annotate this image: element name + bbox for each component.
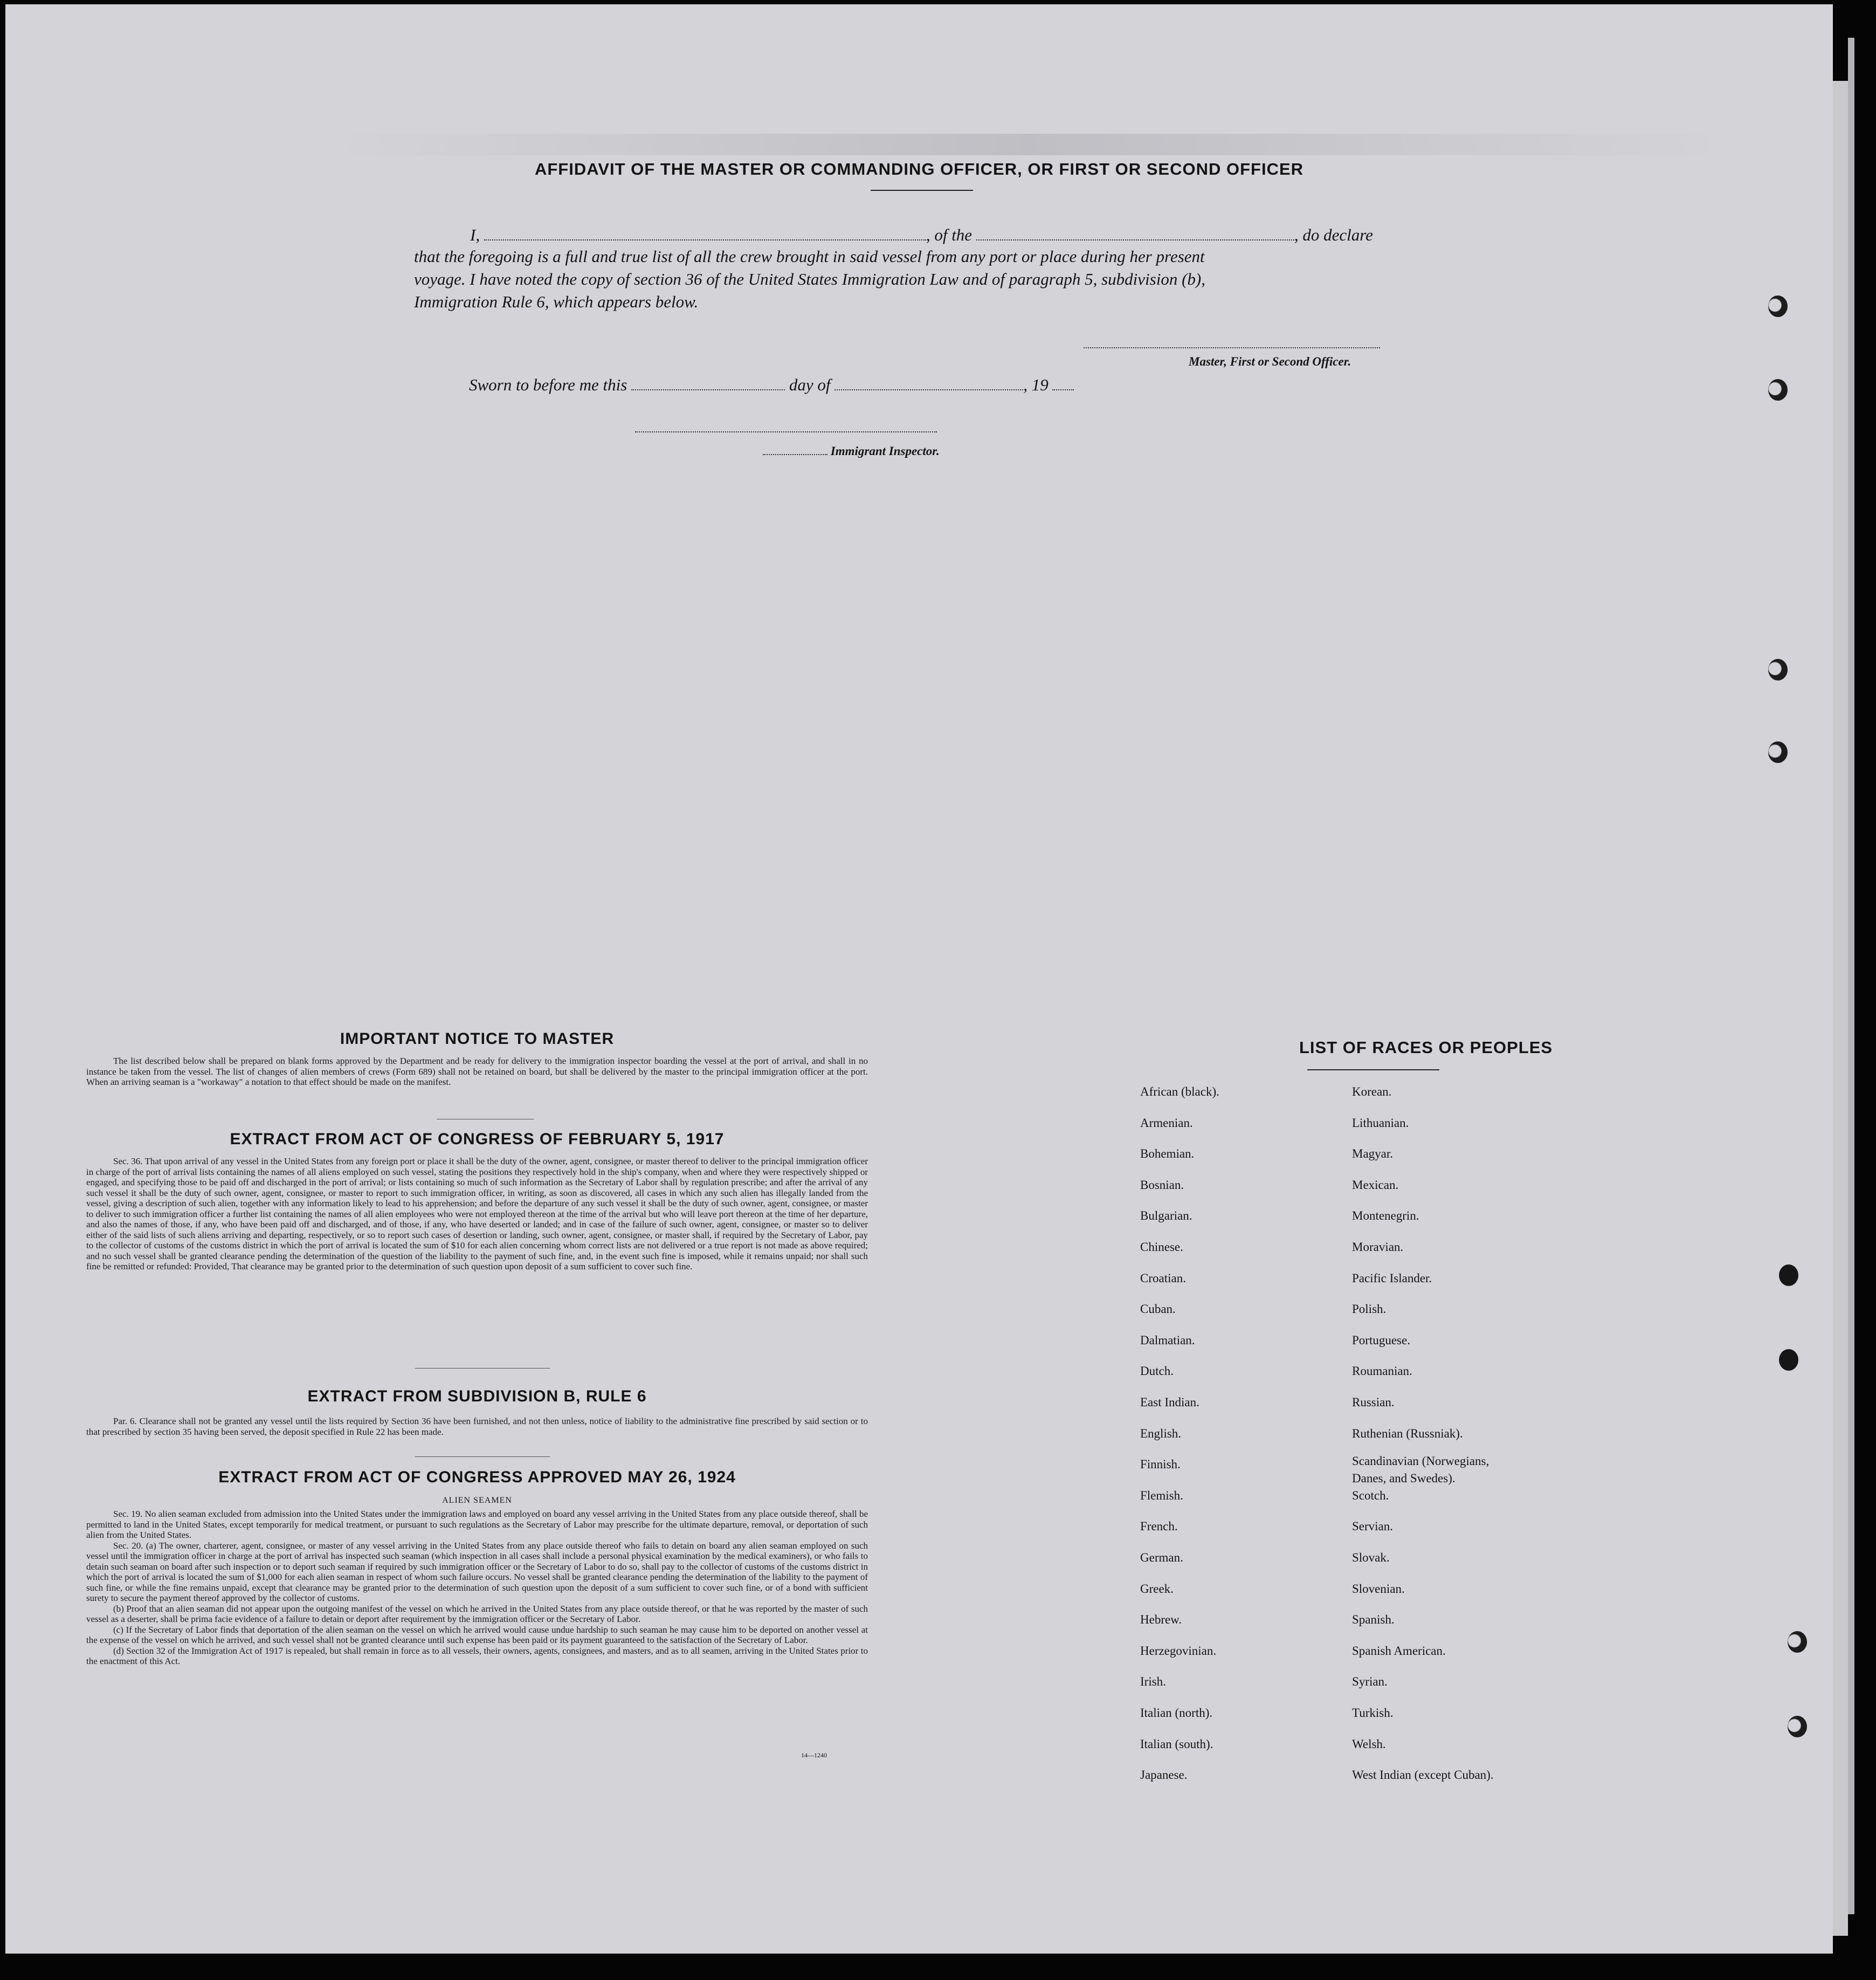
extract-1917-divider [415, 1368, 550, 1369]
race-item: Spanish. [1352, 1613, 1395, 1626]
subdiv-b-title: EXTRACT FROM SUBDIVISION B, RULE 6 [307, 1387, 647, 1405]
race-item: Dutch. [1140, 1364, 1174, 1378]
notice-title: IMPORTANT NOTICE TO MASTER [340, 1030, 615, 1048]
affidavit-line-2: that the foregoing is a full and true list of all the crew brought in said vessel from any port or place during her present [414, 247, 1205, 266]
extract-1917-text: Sec. 36. That upon arrival of any vessel in the United States from any foreign port or place it shall be the duty of the owner, agent, consignee, or master thereof to deliver to the principal immigration officer in charge of the port of arrival lists containing the names of all aliens employed on such vessel, stating the positions they respectively hold in the ship's company, when and where they were respectively shipped or engaged, and specifying those to be paid off and discharged in the port of arrival; or lists containing so much of such information as the Secretary of Labor shall by regulation prescribe; and after the arrival of any such vessel it shall be the duty of such owner, agent, consignee, or master to report to such immigration officer, in writing, as soon as discovered, all cases in which any such alien has illegally landed from the vessel, giving a description of such alien, together with any information likely to lead to his apprehension; and before the departure of any such vessel it shall be the duty of such owner, agent, consignee, or master to deliver to such immigration officer a further list containing the names of all alien employees who were not employed thereon at the time of the arrival but who will leave port thereon at the time of her departure, and also the names of those, if any, who have been paid off and discharged, and of those, if any, who have deserted or landed; and in case of the failure of such owner, agent, consignee, or master so to deliver either of the said lists of such aliens arriving and departing, respectively, or so to report such cases of desertion or landing, such owner, agent, consignee, or master shall, if required by the Secretary of Labor, pay to the collector of customs of the customs district in which the port of arrival is located the sum of $10 for each alien concerning whom correct lists are not delivered or a true report is not made as above required; and no such vessel shall be granted clearance pending the determination of the question of the liability to the payment of such fine, and, in the event such fine is imposed, while it remains unpaid; nor shall such fine be remitted or refunded: Provided, That clearance may be granted prior to the determination of such question upon deposit of a sum sufficient to cover such fine. [86, 1156, 868, 1271]
inspector-label: Immigrant Inspector. [830, 444, 940, 458]
sworn-line [469, 375, 1074, 395]
race-item: Syrian. [1352, 1675, 1388, 1688]
subdiv-b-divider [415, 1456, 550, 1457]
inspector-label-line [763, 444, 940, 458]
race-item: Greek. [1140, 1582, 1174, 1596]
page-edge-shadow [1848, 38, 1854, 1914]
race-item: French. [1140, 1520, 1178, 1533]
master-label: Master, First or Second Officer. [1189, 355, 1351, 368]
title-divider [871, 190, 973, 191]
subdiv-b-text: Par. 6. Clearance shall not be granted any vessel until the lists required by Section 36 have been furnished, and not then unless, notice of liability to the administrative fine prescribed by said section or to that prescribed by section 35 having been served, the deposit specified in Rule 22 has been made. [86, 1416, 868, 1437]
race-item: Slovak. [1352, 1551, 1390, 1564]
binder-hole [1768, 741, 1788, 763]
extract-1924-sec20a: Sec. 20. (a) The owner, charterer, agent, consignee, or master of any vessel arriving in the United States from any place outside thereof who fails to detain on board any alien seaman employed on such vessel until the immigration officer in charge at the port of arrival has inspected such seaman (which inspection in all cases shall include a personal physical examination by the medical examiners), or who fails to detain such seaman on board after such inspection or to deport such seaman if required by such immigration officer or the Secretary of Labor to do so, shall pay to the collector of customs of the customs district in which the port of arrival is located the sum of $1,000 for each alien seaman in respect of whom such failure occurs. No vessel shall be granted clearance pending the determination of the liability to the payment of such fine, or while the fine remains unpaid, except that clearance may be granted prior to the determination of such question upon the deposit of a sum sufficient to cover such fine, or of a bond with sufficient surety to secure the payment thereof approved by the collector of customs. [86, 1540, 868, 1603]
affidavit-of-the: , of the [926, 225, 973, 244]
extract-1924-sec20d: (d) Section 32 of the Immigration Act of 1917 is repealed, but shall remain in force as to all vessels, their owners, agents, consignees, and masters, and as to all seamen, arriving in the United States prior to the enactment of this Act. [86, 1645, 868, 1666]
race-item: Magyar. [1352, 1147, 1394, 1160]
race-item: Cuban. [1140, 1302, 1176, 1316]
extract-1924-sec19: Sec. 19. No alien seaman excluded from admission into the United States under the immigration laws and employed on board any vessel arriving in the United States from any place outside thereof, shall be permitted to land in the United States, except temporarily for medical treatment, or pursuant to such regulations as the Secretary of Labor may prescribe for the ultimate departure, removal, or deportation of such alien from the United States. [86, 1509, 868, 1540]
race-item: Italian (north). [1140, 1706, 1213, 1720]
race-item: Welsh. [1352, 1737, 1386, 1751]
race-item: German. [1140, 1551, 1183, 1564]
sworn-text: Sworn to before me this [469, 375, 627, 394]
binder-hole [1768, 379, 1788, 401]
race-item: Scotch. [1352, 1489, 1389, 1502]
binder-hole [1788, 1716, 1807, 1737]
race-item: Finnish. [1140, 1458, 1181, 1471]
affidavit-line-1 [470, 225, 1373, 245]
race-item: East Indian. [1140, 1395, 1199, 1409]
race-item: Armenian. [1140, 1116, 1193, 1130]
race-item: Russian. [1352, 1395, 1395, 1409]
race-item: Hebrew. [1140, 1613, 1182, 1626]
race-item: Roumanian. [1352, 1364, 1412, 1378]
race-item: Croatian. [1140, 1271, 1186, 1285]
race-item: Servian. [1352, 1520, 1394, 1533]
race-item: Moravian. [1352, 1240, 1404, 1254]
race-item: African (black). [1140, 1085, 1219, 1098]
race-item: Korean. [1352, 1085, 1392, 1098]
extract-1924-sec20c: (c) If the Secretary of Labor finds that deportation of the alien seaman on the vessel on which he arrived would cause undue hardship to such seaman he may cause him to be deported on another vessel at the expense of the vessel on which he arrived, and such vessel shall not be granted clearance until such expense has been paid or its payment guaranteed to the satisfaction of the Secretary of Labor. [86, 1624, 868, 1645]
race-item: Chinese. [1140, 1240, 1183, 1254]
sworn-month-field[interactable] [834, 389, 1023, 390]
sworn-year-field[interactable] [1052, 389, 1074, 390]
race-item: Bulgarian. [1140, 1209, 1192, 1222]
race-item: Slovenian. [1352, 1582, 1405, 1596]
bleed-through-text [329, 134, 1730, 155]
race-item: Montenegrin. [1352, 1209, 1419, 1222]
affidavit-do-declare: , do declare [1294, 225, 1373, 244]
affidavit-line-3: voyage. I have noted the copy of section 36 of the United States Immigration Law and of paragraph 5, subdivision (b), [414, 270, 1205, 288]
races-title: LIST OF RACES OR PEOPLES [1299, 1038, 1553, 1057]
page-edge [1833, 81, 1848, 1936]
race-item: Polish. [1352, 1302, 1387, 1316]
extract-1924-sec20b: (b) Proof that an alien seaman did not appear upon the outgoing manifest of the vessel on which he arrived in the United States from any place outside thereof, or that he was reported by the master of such vessel as a deserter, shall be prima facie evidence of a failure to detain or deport after requirement by the immigration officer or the Secretary of Labor. [86, 1603, 868, 1624]
race-item: Flemish. [1140, 1489, 1183, 1502]
race-item: Japanese. [1140, 1768, 1188, 1782]
binder-hole [1788, 1631, 1807, 1653]
binder-hole [1768, 659, 1788, 680]
race-item: Lithuanian. [1352, 1116, 1409, 1130]
master-signature-line[interactable] [1084, 347, 1380, 348]
binder-hole [1768, 295, 1788, 317]
race-item: Bohemian. [1140, 1147, 1195, 1160]
race-item: Mexican. [1352, 1178, 1399, 1192]
race-item: West Indian (except Cuban). [1352, 1768, 1494, 1782]
race-item: Irish. [1140, 1675, 1166, 1688]
race-item: Danes, and Swedes). [1352, 1472, 1456, 1485]
affidavit-line-4: Immigration Rule 6, which appears below. [414, 292, 699, 311]
binder-hole [1779, 1349, 1798, 1371]
race-item: Bosnian. [1140, 1178, 1184, 1192]
race-item: Pacific Islander. [1352, 1271, 1432, 1285]
inspector-signature-line[interactable] [635, 431, 937, 432]
affidavit-title: AFFIDAVIT OF THE MASTER OR COMMANDING OFFICER, OR FIRST OR SECOND OFFICER [534, 160, 1304, 178]
races-divider [1307, 1069, 1439, 1070]
race-item: Ruthenian (Russniak). [1352, 1427, 1463, 1440]
binder-hole [1779, 1264, 1798, 1286]
form-number: 14—1240 [801, 1751, 827, 1759]
subdiv-b-body [86, 1416, 868, 1437]
race-item: English. [1140, 1427, 1182, 1440]
race-item: Italian (south). [1140, 1737, 1213, 1751]
day-of-text: day of [789, 375, 831, 394]
inspector-field[interactable] [763, 454, 827, 455]
affidavit-i: I, [470, 225, 480, 244]
form-sheet [5, 4, 1833, 1954]
name-field[interactable] [484, 239, 926, 240]
race-item: Scandinavian (Norwegians, [1352, 1454, 1489, 1468]
race-item: Herzegovinian. [1140, 1644, 1217, 1658]
alien-seamen-subtitle: ALIEN SEAMEN [442, 1496, 512, 1505]
race-item: Turkish. [1352, 1706, 1394, 1720]
race-item: Portuguese. [1352, 1333, 1410, 1347]
year-prefix: , 19 [1023, 375, 1049, 394]
notice-text: The list described below shall be prepared on blank forms approved by the Department and be ready for delivery to the immigration inspector boarding the vessel at the port of arrival, and shall in no instance be taken from the vessel. The list of changes of alien members of crews (Form 689) shall not be retained on board, but shall be delivered by the master to the principal immigration officer at the port. When an arriving seaman is a "workaway" a notation to that effect should be made on the manifest. [86, 1056, 868, 1087]
extract-1917-title: EXTRACT FROM ACT OF CONGRESS OF FEBRUARY 5, 1917 [230, 1130, 725, 1148]
race-item: Dalmatian. [1140, 1333, 1195, 1347]
race-item: Spanish American. [1352, 1644, 1446, 1658]
extract-1924-title: EXTRACT FROM ACT OF CONGRESS APPROVED MAY 26, 1924 [218, 1468, 736, 1486]
extract-1917-body [86, 1156, 868, 1272]
sworn-day-field[interactable] [631, 389, 785, 390]
extract-1924-body [86, 1509, 868, 1667]
notice-body [86, 1056, 868, 1088]
vessel-field[interactable] [976, 239, 1294, 240]
